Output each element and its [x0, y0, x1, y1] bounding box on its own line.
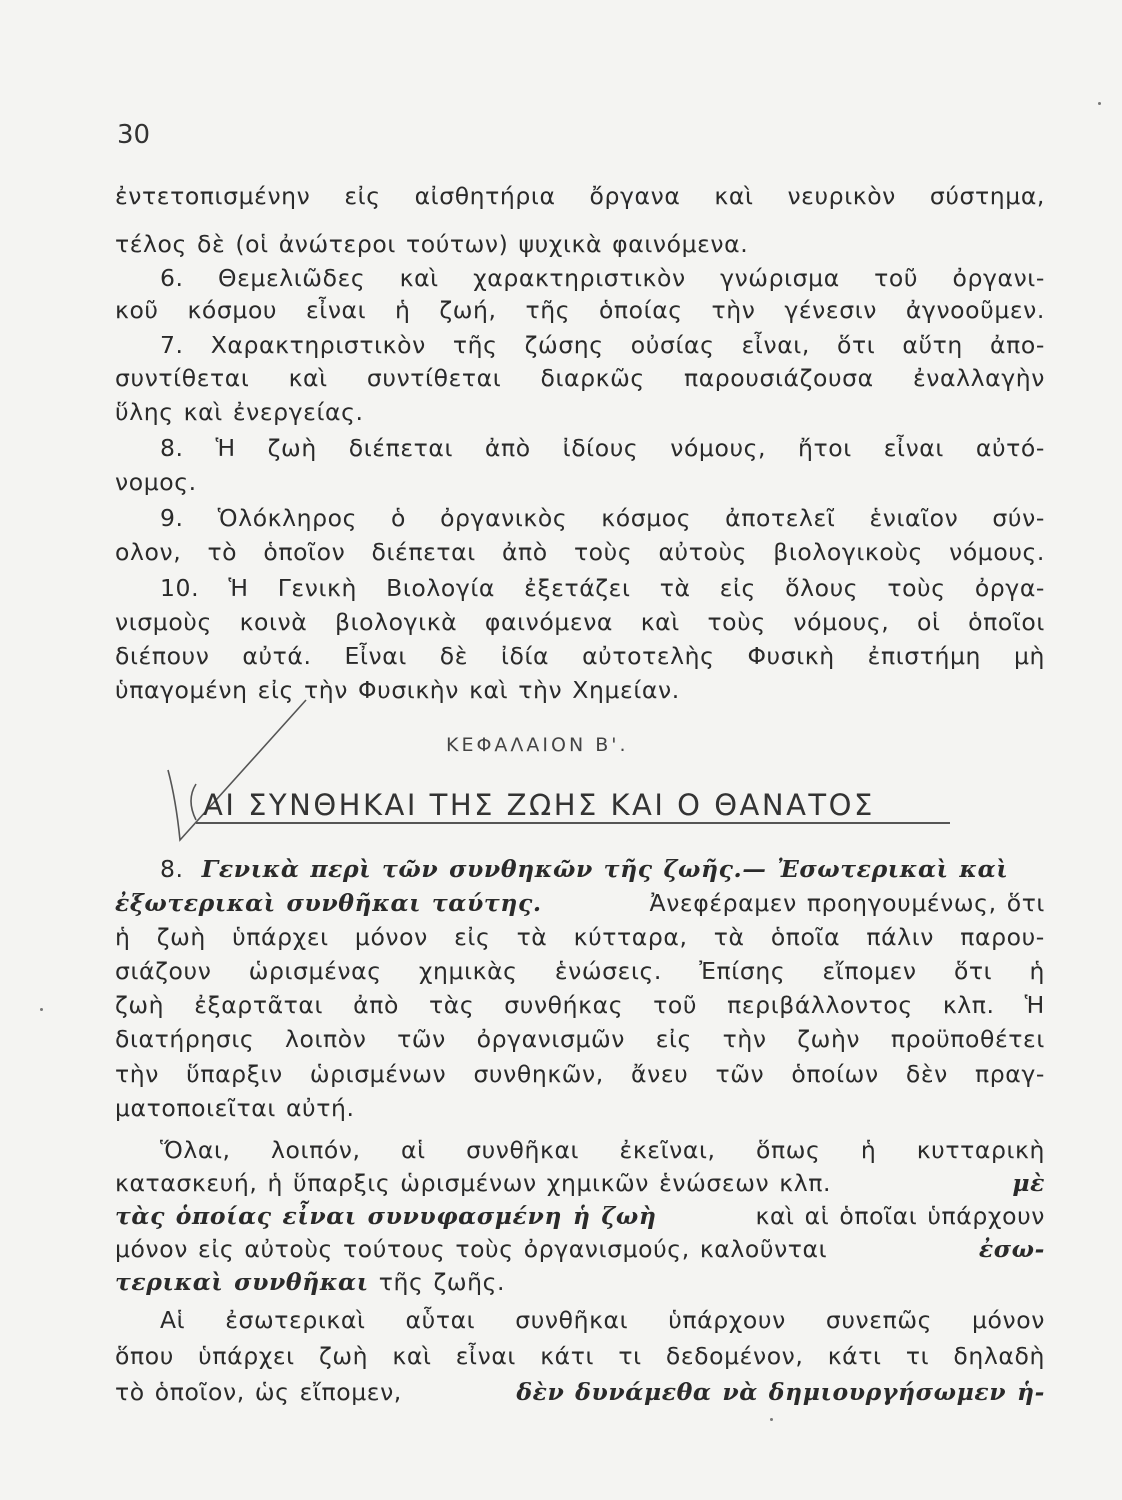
word: διέπεται: [371, 538, 476, 566]
word: ἐκεῖναι,: [619, 1136, 716, 1164]
word: διαρκῶς: [540, 364, 645, 392]
word: ἡ: [860, 1136, 877, 1164]
word: ὁποῖοι: [968, 608, 1045, 636]
word: τοῦ: [874, 264, 919, 292]
text-span: καὶ αἱ ὁποῖαι ὑπάρχουν: [755, 1202, 1045, 1230]
word: ἐντετοπισμένην: [115, 182, 311, 210]
text-line: [115, 1167, 1045, 1199]
word: τῶν: [397, 1025, 446, 1053]
word: τοὺς: [887, 574, 946, 602]
word: Ἡ: [228, 574, 249, 602]
italic-span: ἐσω-: [978, 1235, 1045, 1263]
word: ὡρισμένας: [248, 957, 382, 985]
chapter-title: ΑΙ ΣΥΝΘΗΚΑΙ ΤΗΣ ΖΩΗΣ ΚΑΙ Ο ΘΑΝΑΤΟΣ: [203, 788, 875, 822]
title-underline: [196, 822, 950, 824]
italic-span: δὲν δυνάμεθα νὰ δημιουργήσωμεν ἡ-: [516, 1378, 1045, 1406]
word: καὶ: [288, 364, 328, 392]
text-line: νομος.: [115, 468, 197, 496]
word: ἐπιστήμη: [867, 642, 982, 670]
word: παρου-: [960, 923, 1045, 951]
word: δὲν: [905, 1060, 948, 1088]
word: ὑπάρχει: [198, 1342, 295, 1370]
word: ὁποῖα: [770, 923, 841, 951]
word: ὕπαρξιν: [186, 1060, 283, 1088]
word: τὴν: [722, 1025, 767, 1053]
word: ἀπο-: [990, 331, 1045, 359]
word: ζωὴ: [319, 1342, 369, 1370]
word: καὶ: [392, 1342, 432, 1370]
word: ζωὴ: [115, 991, 165, 1019]
word: δηλαδὴ: [953, 1342, 1045, 1370]
word: ἑνιαῖον: [869, 504, 959, 532]
word: οὐσίας: [630, 331, 715, 359]
word: ὅλους: [785, 574, 859, 602]
word: βιολογικὰ: [335, 608, 458, 636]
text-line: [115, 989, 1045, 1021]
italic-span: τερικαὶ συνθῆκαι: [115, 1268, 369, 1296]
word: συνθήκας: [504, 991, 624, 1019]
word: ἡ: [395, 296, 411, 324]
page-number: 30: [117, 120, 151, 150]
word: ἡ: [115, 923, 131, 951]
word: περιβάλλοντος: [727, 991, 913, 1019]
word: προϋποθέτει: [890, 1025, 1045, 1053]
word: εἰς: [655, 1025, 692, 1053]
word: ὁ: [391, 504, 407, 532]
word: τὸ: [207, 538, 238, 566]
word: Ἡ: [1024, 991, 1045, 1019]
word: καὶ: [714, 182, 754, 210]
word: ζώσης: [524, 331, 604, 359]
word: συντίθεται: [115, 364, 250, 392]
word: ὅτι: [837, 331, 876, 359]
word: γένεσιν: [784, 296, 877, 324]
word: αὐτοὺς: [658, 538, 748, 566]
word: ὄργανα: [589, 182, 681, 210]
word: τοῦ: [653, 991, 698, 1019]
text-span: τὸ ὁποῖον, ὡς εἴπομεν,: [115, 1378, 402, 1406]
word: νόμους,: [670, 434, 767, 462]
word: διέπουν: [115, 642, 210, 670]
word: Χαρακτηριστικὸν: [210, 331, 426, 359]
word: 6.: [160, 264, 184, 292]
word: τὰ: [516, 923, 548, 951]
word: ἄνευ: [631, 1060, 689, 1088]
section-heading-line: [160, 853, 1045, 885]
word: καὶ: [640, 608, 680, 636]
text-line: [160, 1134, 1045, 1166]
word: εἴπομεν: [822, 957, 917, 985]
word: ὀργανισμῶν: [476, 1025, 626, 1053]
text-line: [115, 921, 1045, 953]
text-span: Ἀνεφέραμεν προηγουμένως, ὅτι: [649, 889, 1045, 917]
word: ἐναλλαγὴν: [912, 364, 1045, 392]
word: λοιπὸν: [284, 1025, 367, 1053]
word: λοιπόν,: [271, 1136, 361, 1164]
word: αἱ: [401, 1136, 426, 1164]
word: ἰδία: [500, 642, 550, 670]
word: ἀπὸ: [484, 434, 531, 462]
word: κοινὰ: [239, 608, 308, 636]
word: ἰδίους: [562, 434, 639, 462]
italic-span: τὰς ὁποίας εἶναι συνυφασμένη ἡ ζωὴ: [115, 1202, 657, 1230]
word: νισμοὺς: [115, 608, 212, 636]
word: ολον,: [115, 538, 182, 566]
text-span: τῆς ζωῆς.: [378, 1268, 506, 1296]
word: εἰς: [719, 574, 756, 602]
word: δὲ: [439, 642, 469, 670]
word: Βιολογία: [386, 574, 495, 602]
word: φαινόμενα: [484, 608, 614, 636]
word: 9.: [160, 504, 184, 532]
word: κόσμου: [187, 296, 278, 324]
word: συντίθεται: [366, 364, 502, 392]
word: ἐξετάζει: [524, 574, 631, 602]
text-line: [115, 1233, 1045, 1265]
word: ὀργανικὸς: [440, 504, 568, 532]
word: τὰ: [713, 923, 745, 951]
text-line: [115, 1200, 1045, 1232]
word: Φυσικὴ: [747, 642, 835, 670]
word: ὅπως: [755, 1136, 821, 1164]
word: τοὺς: [573, 538, 633, 566]
word: ὁποίας: [598, 296, 683, 324]
word: ζωή,: [439, 296, 497, 324]
word: ἐσωτερικαὶ: [225, 1306, 366, 1334]
text-span: κατασκευή, ἡ ὕπαρξις ὡρισμένων χημικῶν ἑνώσεων κλπ.: [115, 1169, 832, 1197]
word: ἤτοι: [798, 434, 852, 462]
text-line: [115, 1340, 1045, 1372]
section-heading-line-2: [115, 887, 1045, 919]
word: αὐτά.: [242, 642, 312, 670]
text-line: τέλος δὲ (οἱ ἀνώτεροι τούτων) ψυχικὰ φαινόμενα.: [115, 230, 749, 258]
word: ὅτι: [953, 957, 993, 985]
word: τὰς: [428, 991, 475, 1019]
word: διέπεται: [348, 434, 454, 462]
text-line: [115, 1266, 1045, 1298]
text-span: μόνον εἰς αὐτοὺς τούτους τοὺς ὀργανισμούς, καλοῦνται: [115, 1235, 828, 1263]
word: τι: [905, 1342, 930, 1370]
word: ὁποίων: [791, 1060, 879, 1088]
word: τῶν: [715, 1060, 765, 1088]
word: εἰς: [454, 923, 491, 951]
word: Γενικὴ: [277, 574, 357, 602]
word: σιάζουν: [115, 957, 212, 985]
word: συνθῆκαι: [515, 1306, 629, 1334]
word: παρουσιάζουσα: [683, 364, 874, 392]
word: χαρακτηριστικὸν: [473, 264, 686, 292]
word: δεδομένον,: [665, 1342, 804, 1370]
word: συνθῆκαι: [466, 1136, 580, 1164]
word: τὴν: [115, 1060, 159, 1088]
word: αἰσθητήρια: [414, 182, 556, 210]
word: πάλιν: [866, 923, 935, 951]
word: γνώρισμα: [720, 264, 840, 292]
word: νόμους.: [949, 538, 1045, 566]
speck: [770, 1418, 773, 1421]
word: ὁποῖον: [263, 538, 346, 566]
word: αὐτό-: [975, 434, 1045, 462]
word: πραγ-: [975, 1060, 1045, 1088]
speck: [1098, 102, 1101, 105]
word: εἰς: [344, 182, 381, 210]
word: εἶναι: [305, 296, 367, 324]
text-line: [160, 1304, 1045, 1336]
word: κυτταρικὴ: [916, 1136, 1045, 1164]
word: ἡ: [1029, 957, 1045, 985]
word: κλπ.: [942, 991, 995, 1019]
word: νευρικὸν: [787, 182, 896, 210]
word: ἀπὸ: [353, 991, 399, 1019]
section-title: Γενικὰ περὶ τῶν συνθηκῶν τῆς ζωῆς.— Ἐσωτερικαὶ καὶ: [201, 855, 1009, 883]
word: 7.: [160, 331, 184, 359]
word: σύστημα,: [929, 182, 1045, 210]
word: Ἡ: [215, 434, 236, 462]
word: διατήρησις: [115, 1025, 255, 1053]
word: ἑνώσεις.: [554, 957, 662, 985]
word: ἀποτελεῖ: [725, 504, 836, 532]
word: ὀργανι-: [952, 264, 1045, 292]
word: ὅπου: [115, 1342, 174, 1370]
word: αὐτοτελὴς: [582, 642, 715, 670]
text-line: ὕλης καὶ ἐνεργείας.: [115, 398, 364, 426]
word: μόνον: [971, 1306, 1045, 1334]
word: Εἶναι: [344, 642, 407, 670]
word: ζωὴ: [156, 923, 206, 951]
word: Ἐπίσης: [699, 957, 786, 985]
text-line: [115, 1058, 1045, 1090]
word: ζωὴν: [797, 1025, 861, 1053]
word: εἶναι: [455, 1342, 516, 1370]
word: ὀργα-: [974, 574, 1045, 602]
word: κάτι: [827, 1342, 882, 1370]
word: καὶ: [399, 264, 439, 292]
word: κάτι: [540, 1342, 595, 1370]
word: οἱ: [916, 608, 941, 636]
word: μόνον: [354, 923, 428, 951]
word: εἶναι,: [741, 331, 810, 359]
word: Ὅλαι,: [160, 1136, 231, 1164]
word: αὕτη: [902, 331, 963, 359]
word: αὗται: [405, 1306, 476, 1334]
word: ἐξαρτᾶται: [194, 991, 324, 1019]
word: Ὁλόκληρος: [217, 504, 358, 532]
word: τοὺς: [707, 608, 766, 636]
word: κοῦ: [115, 296, 159, 324]
word: τὰ: [659, 574, 691, 602]
word: εἶναι: [883, 434, 944, 462]
word: Θεμελιῶδες: [218, 264, 366, 292]
text-line: ματοποιεῖται αὐτή.: [115, 1094, 355, 1122]
word: τι: [618, 1342, 642, 1370]
word: ὑπάρχουν: [668, 1306, 786, 1334]
word: 10.: [160, 574, 200, 602]
text-line: ὑπαγομένη εἰς τὴν Φυσικὴν καὶ τὴν Χημείαν.: [115, 676, 680, 704]
word: τῆς: [452, 331, 498, 359]
speck: [40, 1008, 43, 1011]
word: κόσμος: [601, 504, 692, 532]
word: τὴν: [711, 296, 756, 324]
text-line: [115, 955, 1045, 987]
word: ὡρισμένων: [309, 1060, 447, 1088]
word: βιολογικοὺς: [773, 538, 923, 566]
word: χημικὰς: [418, 957, 518, 985]
word: κύτταρα,: [573, 923, 688, 951]
word: σύν-: [992, 504, 1045, 532]
word: ἀγνοοῦμεν.: [905, 296, 1045, 324]
text-line: [115, 1376, 1045, 1408]
word: ἀπὸ: [501, 538, 548, 566]
section-subtitle: ἐξωτερικαὶ συνθῆκαι ταύτης.: [115, 889, 542, 917]
word: Αἱ: [160, 1306, 186, 1334]
word: τῆς: [525, 296, 571, 324]
word: ζωὴ: [267, 434, 317, 462]
word: ὑπάρχει: [232, 923, 329, 951]
chapter-label: ΚΕΦΑΛΑΙΟΝ Β'.: [446, 734, 629, 756]
word: μὴ: [1013, 642, 1045, 670]
section-number: 8.: [160, 855, 184, 883]
word: 8.: [160, 434, 184, 462]
word: συνθηκῶν,: [473, 1060, 604, 1088]
word: νόμους,: [793, 608, 890, 636]
italic-span: μὲ: [1012, 1169, 1045, 1197]
word: συνεπῶς: [825, 1306, 932, 1334]
text-line: [115, 1023, 1045, 1055]
